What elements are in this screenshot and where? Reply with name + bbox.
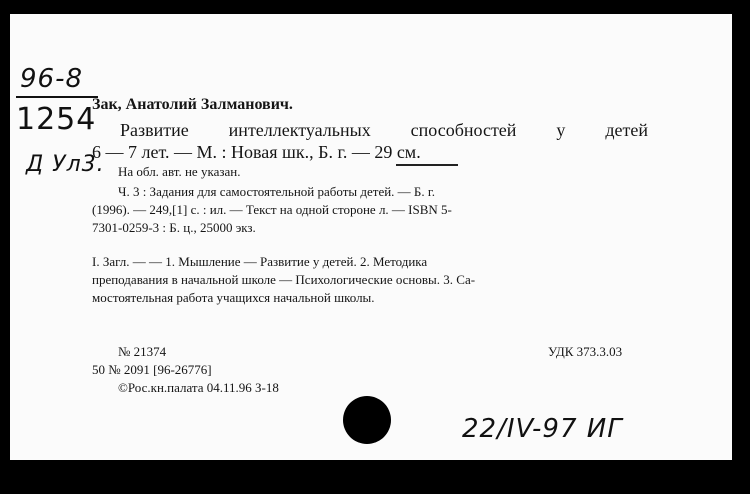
entry-note: На обл. авт. не указан. [118,164,241,179]
title-word-5: детей [605,120,648,140]
entry-part-line1: Ч. 3 : Задания для самостоятельной работы детей. — Б. г. [118,184,435,199]
footer-number-2: 50 № 2091 [96-26776] [92,362,212,377]
entry-title-line2: 6 — 7 лет. — М. : Новая шк., Б. г. — 29 см. [92,142,421,162]
handwritten-underline-bg [396,164,458,166]
handwritten-date: 22/IV-97 ИГ [462,414,623,444]
entry-author: Зак, Анатолий Залманович. [92,96,293,113]
handwritten-code-top: 96-8 [20,64,84,94]
handwritten-code-bottom: 1254 [16,102,97,137]
footer-number: № 21374 [118,344,167,359]
subjects-line3: мостоятельная работа учащихся начальной школы. [92,290,375,305]
catalog-card [10,14,732,460]
punch-hole [343,396,391,444]
title-word-4: у [556,120,566,140]
footer-udc: УДК 373.3.03 [548,344,623,359]
entry-part-line2: (1996). — 249,[1] с. : ил. — Текст на одной стороне л. — ISBN 5- [92,202,452,217]
title-word-2: интеллектуальных [228,120,371,140]
handwritten-underline [16,96,98,98]
title-word-1: Развитие [120,120,189,140]
handwritten-marks: Д Ул3. [26,152,105,177]
subjects-line2: преподавания в начальной школе — Психологические основы. 3. Са- [92,272,476,287]
title-word-3: способностей [410,120,517,140]
footer-book-chamber: ©Рос.кн.палата 04.11.96 З-18 [118,380,279,395]
entry-part-line3: 7301-0259-3 : Б. ц., 25000 экз. [92,220,256,235]
entry-title-line1 [120,120,648,141]
subjects-line1: I. Загл. — — 1. Мышление — Развитие у детей. 2. Методика [92,254,428,269]
